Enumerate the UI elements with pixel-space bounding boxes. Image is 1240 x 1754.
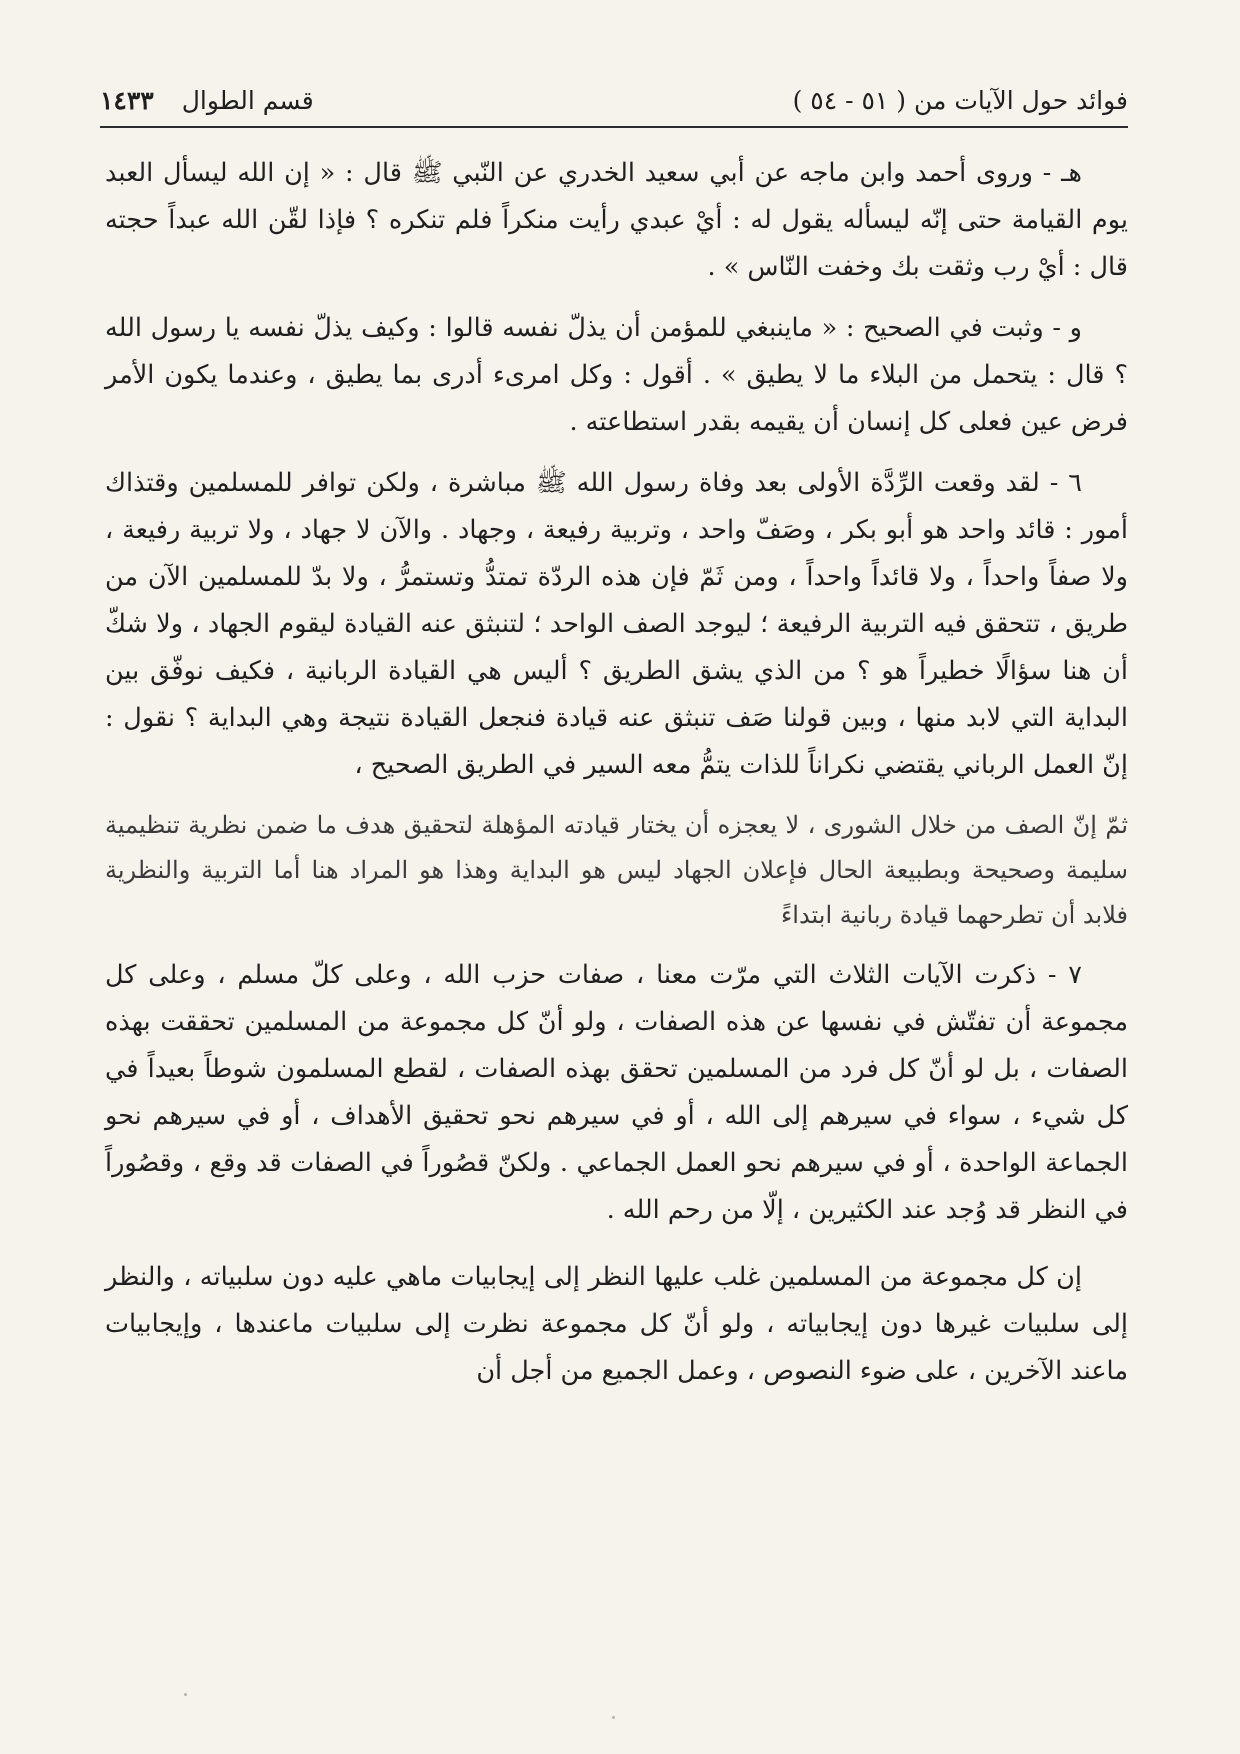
page-number: ١٤٣٣ bbox=[100, 85, 154, 115]
header-section-group bbox=[100, 86, 314, 115]
paragraph-7: ٧ - ذكرت الآيات الثلاث التي مرّت معنا ، صفات حزب الله ، وعلى كلّ مسلم ، وعلى كل مجموعة أن تفتّش في نفسها عن هذه الصفات ، ولو أنّ كل مجموعة من المسلمين تحققت بهذه الصفات ، بل لو أنّ كل فرد من المسلمين تحقق بهذه الصفات ، لقطع المسلمون شوطاً بعيداً في كل شيء ، سواء في سيرهم إلى الله ، أو في سيرهم نحو تحقيق الأهداف ، أو في سيرهم نحو الجماعة الواحدة ، أو في سيرهم نحو العمل الجماعي . ولكنّ قصُوراً في الصفات قد وقع ، وقصُوراً في النظر قد وُجد عند الكثيرين ، إلّا من رحم الله . bbox=[105, 960, 1128, 1225]
running-header bbox=[100, 78, 1128, 122]
header-section: قسم الطوال bbox=[181, 85, 314, 115]
paragraph-6-continuation: ثمّ إنّ الصف من خلال الشورى ، لا يعجزه أن يختار قيادته المؤهلة لتحقيق هدف ما ضمن نظرية تنظيمية سليمة وصحيحة وبطبيعة الحال فإعلان الجهاد ليس هو البداية وهذا هو المراد هنا أما التربية والنظرية فلابد أن تطرحهما قيادة ربانية ابتداءً bbox=[105, 811, 1128, 929]
paragraph-waw: و - وثبت في الصحيح : « ماينبغي للمؤمن أن يذلّ نفسه قالوا : وكيف يذلّ نفسه يا رسول الله ؟ قال : يتحمل من البلاء ما لا يطيق » . أقول : وكل امرىء أدرى بما يطيق ، وعندما يكون الأمر فرض عين فعلى كل إنسان أن يقيمه بقدر استطاعته . bbox=[105, 313, 1128, 437]
page-body bbox=[105, 150, 1128, 1409]
header-rule bbox=[100, 126, 1128, 128]
paper-speck bbox=[184, 1693, 187, 1696]
paper-speck bbox=[612, 1716, 615, 1719]
header-title: فوائد حول الآيات من ( ٥١ - ٥٤ ) bbox=[792, 85, 1128, 115]
paragraph-final: إن كل مجموعة من المسلمين غلب عليها النظر إلى إيجابيات ماهي عليه دون سلبياته ، والنظر إلى سلبيات غيرها دون إيجابياته ، ولو أنّ كل مجموعة نظرت إلى سلبيات ماعندها ، وإيجابيات ماعند الآخرين ، على ضوء النصوص ، وعمل الجميع من أجل أن bbox=[105, 1262, 1128, 1386]
paragraph-he: هـ - وروى أحمد وابن ماجه عن أبي سعيد الخدري عن النّبي ﷺ قال : « إن الله ليسأل العبد يوم القيامة حتى إنّه ليسأله يقول له : أيْ عبدي رأيت منكراً فلم تنكره ؟ فإذا لقّن الله عبداً حجته قال : أيْ رب وثقت بك وخفت النّاس » . bbox=[105, 158, 1128, 282]
paragraph-6: ٦ - لقد وقعت الرِّدَّة الأولى بعد وفاة رسول الله ﷺ مباشرة ، ولكن توافر للمسلمين وقتذاك أمور : قائد واحد هو أبو بكر ، وصَفّ واحد ، وتربية رفيعة ، وجهاد . والآن لا جهاد ، ولا تربية رفيعة ، ولا صفاً واحداً ، ولا قائداً واحداً ، ومن ثَمّ فإن هذه الردّة تمتدُّ وتستمرُّ ، ولا بدّ للمسلمين الآن من طريق ، تتحقق فيه التربية الرفيعة ؛ ليوجد الصف الواحد ؛ لتنبثق عنه القيادة ليقوم الجهاد ، ولا شكّ أن هنا سؤالًا خطيراً هو ؟ من الذي يشق الطريق ؟ أليس هي القيادة الربانية ، فكيف نوفّق بين البداية التي لابد منها ، وبين قولنا صَف تنبثق عنه قيادة فنجعل القيادة نتيجة وهي البداية ؟ نقول : إنّ العمل الرباني يقتضي نكراناً للذات يتمُّ معه السير في الطريق الصحيح ، bbox=[105, 468, 1128, 780]
